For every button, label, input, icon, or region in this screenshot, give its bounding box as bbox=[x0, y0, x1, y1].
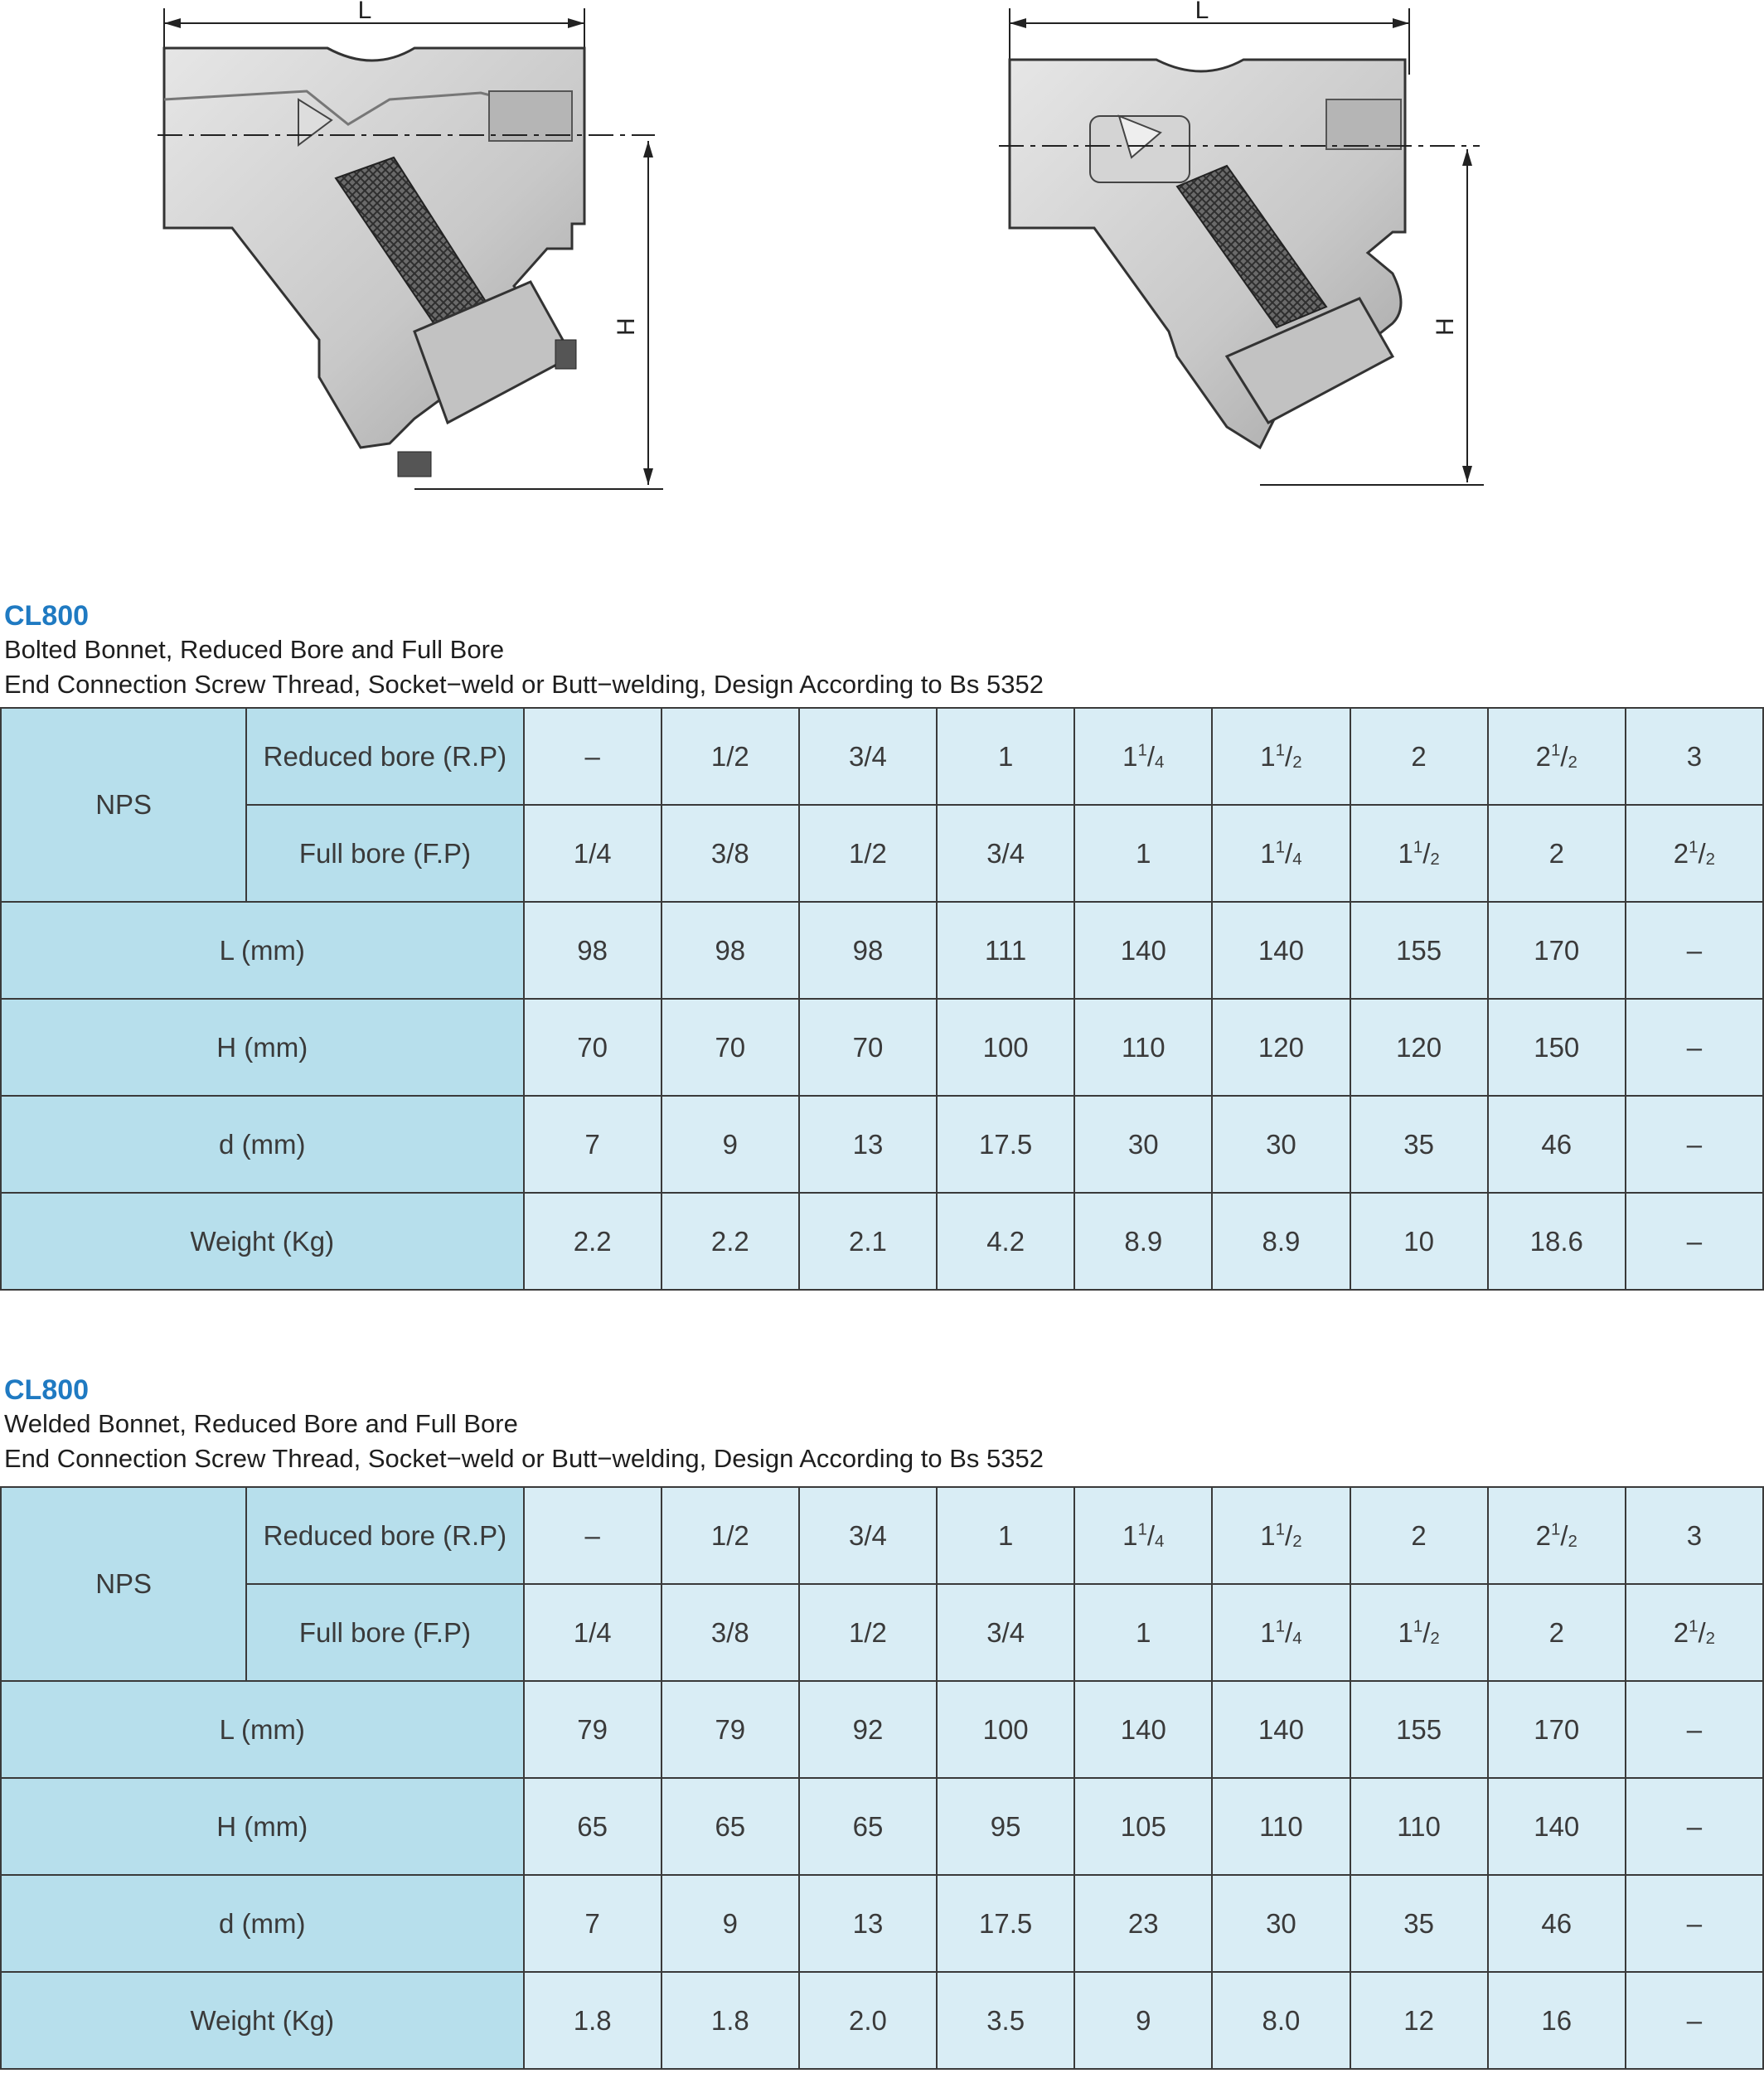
cell-value: 1/2 bbox=[710, 1519, 749, 1551]
table-cell: – bbox=[1626, 1193, 1763, 1290]
table-cell: 30 bbox=[1212, 1096, 1350, 1193]
table-cell bbox=[1074, 1487, 1212, 1584]
table-row bbox=[1, 1681, 1763, 1778]
table-cell: 110 bbox=[1074, 999, 1212, 1096]
table-cell bbox=[524, 805, 662, 902]
fraction-slash: / bbox=[1422, 837, 1431, 869]
table-cell: 70 bbox=[799, 999, 937, 1096]
table-cell bbox=[1626, 805, 1763, 902]
table-cell: 140 bbox=[1212, 902, 1350, 999]
fraction-slash: / bbox=[1285, 1616, 1293, 1648]
table-cell: 110 bbox=[1212, 1778, 1350, 1875]
cell-value: 2 bbox=[1411, 740, 1427, 772]
full-bore-row bbox=[1, 1584, 1763, 1681]
fraction-whole: 2 bbox=[1673, 837, 1689, 869]
cell-value: 3/4 bbox=[849, 740, 887, 772]
cell-value: 2 bbox=[1411, 1519, 1427, 1551]
height-dimension-label: H bbox=[1432, 317, 1459, 336]
fraction-whole: 1 bbox=[1260, 1519, 1276, 1551]
table-cell: 140 bbox=[1074, 1681, 1212, 1778]
row-label: d (mm) bbox=[1, 1875, 524, 1972]
fraction-whole: 1 bbox=[1122, 1519, 1138, 1551]
table-cell: 170 bbox=[1488, 902, 1626, 999]
fraction-whole: 2 bbox=[1535, 740, 1551, 772]
cell-value: 1 bbox=[997, 1519, 1014, 1551]
fraction-whole: 1 bbox=[1260, 1616, 1276, 1648]
table-cell: 30 bbox=[1212, 1875, 1350, 1972]
table-cell: 150 bbox=[1488, 999, 1626, 1096]
fraction-numerator: 1 bbox=[1550, 1519, 1561, 1538]
table-cell: 8.9 bbox=[1074, 1193, 1212, 1290]
table-cell: 70 bbox=[662, 999, 799, 1096]
table-heading bbox=[4, 1373, 1044, 1476]
cell-value: 3/4 bbox=[986, 837, 1025, 869]
table-cell: 2.2 bbox=[524, 1193, 662, 1290]
table-cell bbox=[1626, 1487, 1763, 1584]
cell-value: 1/4 bbox=[573, 837, 612, 869]
table-cell: 111 bbox=[937, 902, 1074, 999]
table-row bbox=[1, 902, 1763, 999]
spec-table bbox=[0, 707, 1764, 1291]
table-cell: – bbox=[1626, 1096, 1763, 1193]
row-label: L (mm) bbox=[1, 1681, 524, 1778]
table-cell: – bbox=[1626, 1681, 1763, 1778]
fraction-denominator: 4 bbox=[1292, 1628, 1302, 1648]
table-cell: 9 bbox=[662, 1875, 799, 1972]
fraction-slash: / bbox=[1146, 1519, 1156, 1551]
fraction-whole: 2 bbox=[1535, 1519, 1551, 1551]
fraction-numerator: 1 bbox=[1137, 1519, 1147, 1538]
table-cell: 17.5 bbox=[937, 1875, 1074, 1972]
fraction-whole: 1 bbox=[1260, 740, 1276, 772]
heading-line-1: Bolted Bonnet, Reduced Bore and Full Bore bbox=[4, 635, 505, 664]
table-cell: 1.8 bbox=[524, 1972, 662, 2069]
table-cell: 4.2 bbox=[937, 1193, 1074, 1290]
table-cell: 140 bbox=[1488, 1778, 1626, 1875]
fraction-numerator: 1 bbox=[1689, 836, 1699, 856]
fraction-whole: 1 bbox=[1260, 837, 1276, 869]
table-cell bbox=[1350, 1584, 1488, 1681]
cell-value: 1 bbox=[997, 740, 1014, 772]
table-row bbox=[1, 1778, 1763, 1875]
fraction-numerator: 1 bbox=[1689, 1616, 1699, 1635]
table-heading bbox=[4, 599, 1044, 702]
table-row bbox=[1, 1096, 1763, 1193]
table-cell bbox=[799, 708, 937, 805]
table-cell: 10 bbox=[1350, 1193, 1488, 1290]
spec-table bbox=[0, 1486, 1764, 2070]
table-cell: 16 bbox=[1488, 1972, 1626, 2069]
table-cell: 8.0 bbox=[1212, 1972, 1350, 2069]
table-cell bbox=[662, 1584, 799, 1681]
table-cell bbox=[1350, 1487, 1488, 1584]
full-bore-row bbox=[1, 805, 1763, 902]
fraction-whole: 1 bbox=[1398, 1616, 1413, 1648]
table-cell bbox=[937, 1487, 1074, 1584]
table-cell bbox=[1626, 1584, 1763, 1681]
table-cell: 170 bbox=[1488, 1681, 1626, 1778]
table-cell: 3.5 bbox=[937, 1972, 1074, 2069]
table-cell: 98 bbox=[799, 902, 937, 999]
table-cell: 110 bbox=[1350, 1778, 1488, 1875]
fraction-slash: / bbox=[1285, 837, 1293, 869]
fraction-numerator: 1 bbox=[1275, 1616, 1286, 1635]
table-cell bbox=[799, 805, 937, 902]
fraction-whole: 1 bbox=[1398, 837, 1413, 869]
table-cell: 23 bbox=[1074, 1875, 1212, 1972]
welded-bonnet-strainer-drawing bbox=[978, 0, 1509, 497]
table-cell: 98 bbox=[524, 902, 662, 999]
cell-value: 1/2 bbox=[849, 837, 887, 869]
fraction-numerator: 1 bbox=[1550, 739, 1561, 759]
fraction-numerator: 1 bbox=[1275, 1519, 1286, 1538]
cell-value: 1 bbox=[1136, 1616, 1151, 1648]
table-cell: 7 bbox=[524, 1096, 662, 1193]
table-cell: 100 bbox=[937, 1681, 1074, 1778]
fraction-slash: / bbox=[1285, 1519, 1293, 1551]
bolted-bonnet-strainer-drawing bbox=[141, 0, 705, 497]
fraction-numerator: 1 bbox=[1413, 836, 1423, 856]
nps-label: NPS bbox=[1, 708, 246, 902]
row-label: Weight (Kg) bbox=[1, 1193, 524, 1290]
table-cell: 13 bbox=[799, 1875, 937, 1972]
table-row bbox=[1, 1972, 1763, 2069]
table-cell bbox=[799, 1584, 937, 1681]
table-cell bbox=[524, 1487, 662, 1584]
cell-value: – bbox=[584, 1519, 600, 1551]
table-cell bbox=[662, 708, 799, 805]
table-cell: 7 bbox=[524, 1875, 662, 1972]
table-cell: 120 bbox=[1350, 999, 1488, 1096]
fraction-slash: / bbox=[1698, 837, 1706, 869]
table-cell bbox=[1488, 1584, 1626, 1681]
table-cell bbox=[1488, 1487, 1626, 1584]
heading-line-2: End Connection Screw Thread, Socket−weld or Butt−welding, Design According to Bs 5352 bbox=[4, 1444, 1044, 1473]
row-label: L (mm) bbox=[1, 902, 524, 999]
heading-line-2: End Connection Screw Thread, Socket−weld or Butt−welding, Design According to Bs 5352 bbox=[4, 670, 1044, 699]
table-cell: 18.6 bbox=[1488, 1193, 1626, 1290]
table-cell bbox=[1212, 1584, 1350, 1681]
fraction-denominator: 4 bbox=[1292, 849, 1302, 869]
table-cell bbox=[524, 708, 662, 805]
full-bore-label: Full bore (F.P) bbox=[246, 805, 523, 902]
table-cell: – bbox=[1626, 999, 1763, 1096]
cell-value: 3/8 bbox=[710, 837, 749, 869]
table-row bbox=[1, 1875, 1763, 1972]
fraction-whole: 2 bbox=[1673, 1616, 1689, 1648]
cell-value: 2 bbox=[1548, 1616, 1564, 1648]
fraction-denominator: 2 bbox=[1568, 1531, 1577, 1551]
table-cell bbox=[1212, 708, 1350, 805]
fraction-denominator: 2 bbox=[1292, 752, 1302, 772]
table-cell: 95 bbox=[937, 1778, 1074, 1875]
cell-value: – bbox=[584, 740, 600, 772]
fraction-slash: / bbox=[1422, 1616, 1431, 1648]
cell-value: 1/2 bbox=[849, 1616, 887, 1648]
table-cell: – bbox=[1626, 902, 1763, 999]
fraction-slash: / bbox=[1146, 740, 1156, 772]
table-cell: 30 bbox=[1074, 1096, 1212, 1193]
table-cell: 155 bbox=[1350, 1681, 1488, 1778]
cell-value: 3 bbox=[1686, 1519, 1703, 1551]
table-cell: 13 bbox=[799, 1096, 937, 1193]
row-label: H (mm) bbox=[1, 1778, 524, 1875]
fraction-numerator: 1 bbox=[1137, 739, 1147, 759]
cell-value: 1 bbox=[1136, 837, 1151, 869]
table-cell: 100 bbox=[937, 999, 1074, 1096]
table-cell: 65 bbox=[799, 1778, 937, 1875]
fraction-numerator: 1 bbox=[1275, 739, 1286, 759]
table-cell bbox=[524, 1584, 662, 1681]
table-cell bbox=[1488, 708, 1626, 805]
table-cell bbox=[937, 1584, 1074, 1681]
table-cell: 155 bbox=[1350, 902, 1488, 999]
table-cell bbox=[1626, 708, 1763, 805]
table-cell: 92 bbox=[799, 1681, 937, 1778]
table-cell: – bbox=[1626, 1972, 1763, 2069]
fraction-denominator: 2 bbox=[1430, 1628, 1440, 1648]
class-label: CL800 bbox=[4, 1374, 90, 1406]
fraction-slash: / bbox=[1560, 740, 1568, 772]
cell-value: 3/8 bbox=[710, 1616, 749, 1648]
reduced-bore-row bbox=[1, 708, 1763, 805]
fraction-slash: / bbox=[1698, 1616, 1706, 1648]
table-cell: 79 bbox=[662, 1681, 799, 1778]
table-cell: 65 bbox=[662, 1778, 799, 1875]
length-dimension-label: L bbox=[1195, 0, 1209, 24]
outlet-thread bbox=[489, 91, 572, 141]
table-cell: 98 bbox=[662, 902, 799, 999]
table-cell bbox=[1350, 805, 1488, 902]
table-cell: 140 bbox=[1212, 1681, 1350, 1778]
class-label: CL800 bbox=[4, 600, 90, 632]
full-bore-label: Full bore (F.P) bbox=[246, 1584, 523, 1681]
bolt bbox=[555, 340, 576, 369]
row-label: Weight (Kg) bbox=[1, 1972, 524, 2069]
table-cell: 70 bbox=[524, 999, 662, 1096]
table-cell bbox=[1350, 708, 1488, 805]
table-cell bbox=[1074, 805, 1212, 902]
table-cell: 105 bbox=[1074, 1778, 1212, 1875]
table-cell bbox=[1212, 805, 1350, 902]
row-label: H (mm) bbox=[1, 999, 524, 1096]
fraction-numerator: 1 bbox=[1275, 836, 1286, 856]
heading-line-1: Welded Bonnet, Reduced Bore and Full Bore bbox=[4, 1409, 518, 1438]
table-cell bbox=[1212, 1487, 1350, 1584]
bolt bbox=[398, 452, 431, 477]
table-cell bbox=[937, 708, 1074, 805]
fraction-numerator: 1 bbox=[1413, 1616, 1423, 1635]
reduced-bore-row bbox=[1, 1487, 1763, 1584]
table-cell: 46 bbox=[1488, 1875, 1626, 1972]
cell-value: 3 bbox=[1686, 740, 1703, 772]
table-cell: 9 bbox=[1074, 1972, 1212, 2069]
table-cell: 2.0 bbox=[799, 1972, 937, 2069]
cell-value: 3/4 bbox=[986, 1616, 1025, 1648]
outlet-thread bbox=[1326, 99, 1401, 149]
row-label: d (mm) bbox=[1, 1096, 524, 1193]
fraction-denominator: 2 bbox=[1568, 752, 1577, 772]
table-cell: 2.1 bbox=[799, 1193, 937, 1290]
table-cell: 46 bbox=[1488, 1096, 1626, 1193]
cell-value: 1/2 bbox=[710, 740, 749, 772]
length-dimension-label: L bbox=[357, 0, 372, 24]
fraction-denominator: 4 bbox=[1155, 1531, 1165, 1551]
table-cell: 2.2 bbox=[662, 1193, 799, 1290]
table-cell bbox=[1074, 708, 1212, 805]
nps-label: NPS bbox=[1, 1487, 246, 1681]
fraction-denominator: 2 bbox=[1705, 849, 1716, 869]
table-cell: 79 bbox=[524, 1681, 662, 1778]
table-cell bbox=[1488, 805, 1626, 902]
table-cell: 9 bbox=[662, 1096, 799, 1193]
fraction-denominator: 2 bbox=[1705, 1628, 1716, 1648]
table-cell bbox=[1074, 1584, 1212, 1681]
height-dimension-label: H bbox=[613, 317, 640, 336]
fraction-whole: 1 bbox=[1122, 740, 1138, 772]
fraction-denominator: 2 bbox=[1430, 849, 1440, 869]
table-cell: 35 bbox=[1350, 1096, 1488, 1193]
cell-value: 2 bbox=[1548, 837, 1564, 869]
table-cell bbox=[662, 1487, 799, 1584]
table-row bbox=[1, 999, 1763, 1096]
table-cell bbox=[799, 1487, 937, 1584]
fraction-denominator: 4 bbox=[1155, 752, 1165, 772]
table-cell: 17.5 bbox=[937, 1096, 1074, 1193]
table-cell: 140 bbox=[1074, 902, 1212, 999]
fraction-slash: / bbox=[1560, 1519, 1568, 1551]
table-cell: 120 bbox=[1212, 999, 1350, 1096]
table-cell: 8.9 bbox=[1212, 1193, 1350, 1290]
cell-value: 1/4 bbox=[573, 1616, 612, 1648]
fraction-slash: / bbox=[1285, 740, 1293, 772]
reduced-bore-label: Reduced bore (R.P) bbox=[246, 1487, 523, 1584]
reduced-bore-label: Reduced bore (R.P) bbox=[246, 708, 523, 805]
table-cell: – bbox=[1626, 1875, 1763, 1972]
fraction-denominator: 2 bbox=[1292, 1531, 1302, 1551]
table-cell bbox=[662, 805, 799, 902]
table-cell: 12 bbox=[1350, 1972, 1488, 2069]
table-cell: 1.8 bbox=[662, 1972, 799, 2069]
table-row bbox=[1, 1193, 1763, 1290]
table-cell: 35 bbox=[1350, 1875, 1488, 1972]
table-cell: – bbox=[1626, 1778, 1763, 1875]
table-cell bbox=[937, 805, 1074, 902]
table-cell: 65 bbox=[524, 1778, 662, 1875]
cell-value: 3/4 bbox=[849, 1519, 887, 1551]
